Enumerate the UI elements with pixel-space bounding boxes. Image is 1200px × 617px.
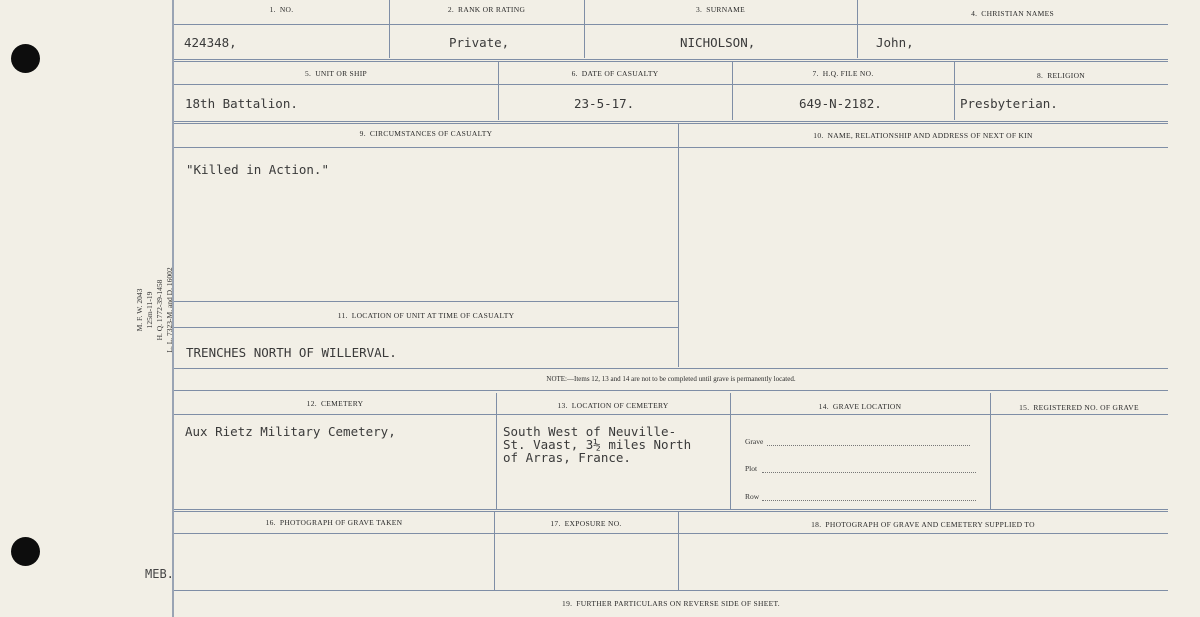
form-code-line: 125m-11-19: [145, 291, 154, 329]
label-circumstances: 9. CIRCUMSTANCES OF CASUALTY: [359, 129, 493, 138]
label-date: 6. DATE OF CASUALTY: [571, 69, 659, 78]
value-religion: Presbyterian.: [960, 96, 1058, 111]
rule: [678, 124, 679, 367]
rule: [174, 390, 1168, 391]
rule: [174, 147, 1168, 148]
label-unit: 5. UNIT OR SHIP: [304, 69, 368, 78]
row-field-line: [762, 500, 976, 501]
value-date: 23-5-17.: [574, 96, 635, 111]
grave-field-label: Grave: [745, 437, 764, 446]
label-religion: 8. RELIGION: [1036, 71, 1086, 80]
binder-hole-bottom: [11, 537, 40, 566]
label-next-of-kin: 10. NAME, RELATIONSHIP AND ADDRESS OF NEXT OF KIN: [813, 131, 1033, 140]
label-exposure: 17. EXPOSURE NO.: [550, 519, 622, 528]
rule: [174, 590, 1168, 591]
plot-field-line: [762, 472, 976, 473]
label-rank: 2. RANK OR RATING: [447, 5, 526, 14]
label-location-cemetery: 13. LOCATION OF CEMETERY: [557, 401, 669, 410]
grave-field-line: [767, 445, 970, 446]
rule: [496, 393, 497, 509]
rule: [174, 414, 1168, 415]
value-cemetery: Aux Rietz Military Cemetery,: [185, 424, 396, 439]
form-code-line: H. Q. 1772-39-1458: [155, 279, 164, 341]
form-code-line: M. F. W. 2043: [135, 288, 144, 332]
value-surname: NICHOLSON,: [680, 35, 756, 50]
rule: [174, 301, 678, 302]
value-file-no: 649-N-2182.: [799, 96, 882, 111]
clerk-mark: MEB.: [145, 567, 174, 581]
value-circumstances: "Killed in Action.": [186, 162, 329, 177]
value-no: 424348,: [184, 35, 237, 50]
value-location-unit: TRENCHES NORTH OF WILLERVAL.: [186, 345, 397, 360]
label-file-no: 7. H.Q. FILE NO.: [812, 69, 874, 78]
label-surname: 3. SURNAME: [695, 5, 745, 14]
rule: [174, 509, 1168, 512]
cemetery-location-line: of Arras, France.: [503, 450, 631, 465]
label-cemetery: 12. CEMETERY: [306, 399, 364, 408]
completion-note: NOTE:—Items 12, 13 and 14 are not to be completed until grave is permanently located.: [546, 375, 796, 383]
form-code-line: L. L. 7323-M. and D. 16002: [165, 267, 174, 353]
label-christian-names: 4. CHRISTIAN NAMES: [971, 9, 1054, 18]
rule: [174, 59, 1168, 62]
value-unit: 18th Battalion.: [185, 96, 298, 111]
rule: [174, 327, 678, 328]
cemetery-location-line: St. Vaast, 3½ miles North: [503, 437, 692, 452]
footer-note: 19. FURTHER PARTICULARS ON REVERSE SIDE OF SHEET.: [562, 599, 780, 608]
label-location-unit: 11. LOCATION OF UNIT AT TIME OF CASUALTY: [337, 311, 515, 320]
rule: [174, 368, 1168, 369]
plot-field-label: Plot: [745, 464, 758, 473]
label-registered-no: 15. REGISTERED NO. OF GRAVE: [1019, 403, 1139, 412]
form-codes: [135, 267, 175, 352]
label-photo-supplied: 18. PHOTOGRAPH OF GRAVE AND CEMETERY SUPPLIED TO: [811, 520, 1035, 529]
rule: [174, 121, 1168, 124]
value-rank: Private,: [449, 35, 510, 50]
label-grave-location: 14. GRAVE LOCATION: [818, 402, 902, 411]
label-no: 1. NO.: [269, 5, 294, 14]
rule: [174, 24, 1168, 25]
value-christian-names: John,: [876, 35, 914, 50]
rule: [174, 84, 1168, 85]
cemetery-location-line: South West of Neuville-: [503, 424, 677, 439]
rule: [174, 533, 1168, 534]
label-photo-taken: 16. PHOTOGRAPH OF GRAVE TAKEN: [265, 518, 403, 527]
row-field-label: Row: [745, 492, 760, 501]
binder-hole-top: [11, 44, 40, 73]
